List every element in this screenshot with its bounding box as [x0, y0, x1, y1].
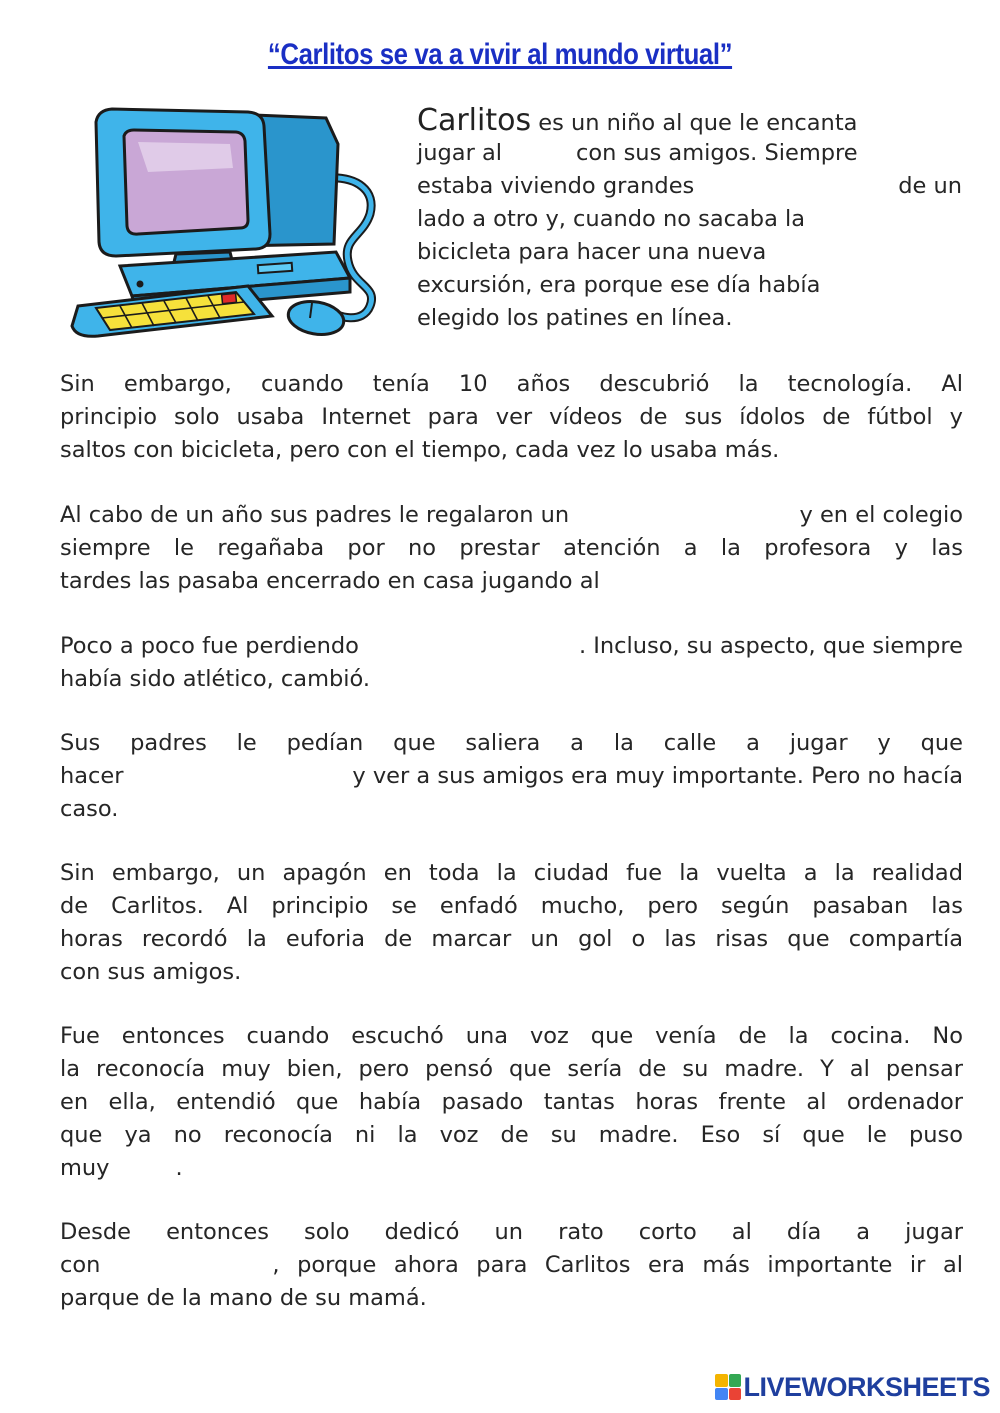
page-title: “Carlitos se va a vivir al mundo virtual” — [267, 38, 733, 71]
paragraph-2: Al cabo de un año sus padres le regalaron un y en el colegio siempre le regañaba por no prestar atención a la profesora y las tardes las pasaba encerrado en casa jugando al — [60, 502, 963, 594]
logo-mark-icon — [715, 1374, 741, 1400]
paragraph-7: Desde entonces solo dedicó un rato corto al día a jugar con , porque ahora para Carlitos era más importante ir al parque de la mano de su mamá. — [60, 1219, 963, 1311]
logo-text: LIVEWORKSHEETS — [743, 1371, 990, 1402]
computer-illustration — [58, 96, 398, 346]
intro-paragraph: Carlitos es un niño al que le encanta jugar al con sus amigos. Siempre estaba viviendo grandes de un lado a otro y, cuando no sacaba la bicicleta para hacer una nueva excursión, era porque ese día había elegido los patines en línea. — [417, 103, 962, 331]
blank-field[interactable] — [100, 1249, 272, 1282]
intro-first-word: Carlitos — [417, 103, 532, 138]
paragraph-5: Sin embargo, un apagón en toda la ciudad fue la vuelta a la realidad de Carlitos. Al principio se enfadó mucho, pero según pasaban las horas recordó la euforia de marcar un gol o las risas que compartía con sus amigos. — [60, 860, 963, 985]
paragraph-1: Sin embargo, cuando tenía 10 años descubrió la tecnología. Al principio solo usaba Internet para ver vídeos de sus ídolos de fútbol y saltos con bicicleta, pero con el tiempo, cada vez lo usaba más. — [60, 371, 963, 463]
paragraph-6: Fue entonces cuando escuchó una voz que venía de la cocina. No la reconocía muy bien, pero pensó que sería de su madre. Y al pensar en ella, entendió que había pasado tantas horas frente al ordenador que ya no reconocía ni la voz de su madre. Eso sí que le puso muy . — [60, 1023, 963, 1181]
liveworksheets-logo — [715, 1369, 990, 1405]
paragraph-3: Poco a poco fue perdiendo . Incluso, su aspecto, que siempre había sido atlético, cambió. — [60, 633, 963, 692]
paragraph-4: Sus padres le pedían que saliera a la calle a jugar y que hacer y ver a sus amigos era muy importante. Pero no hacía caso. — [60, 730, 963, 822]
